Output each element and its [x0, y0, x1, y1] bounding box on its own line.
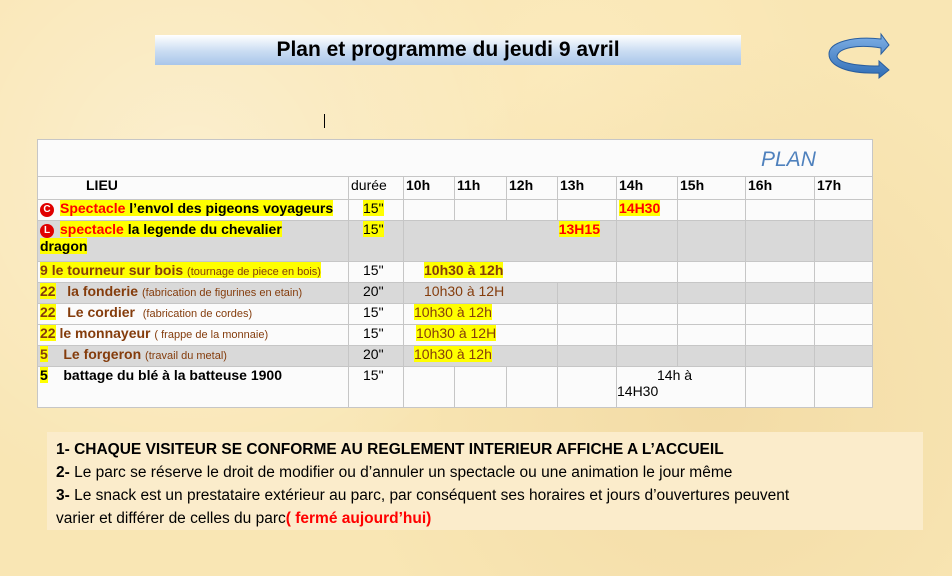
- col-11h: 11h: [455, 177, 507, 200]
- lieu-cell: 5 Le forgeron (travail du metal): [38, 346, 349, 367]
- table-row: [38, 304, 873, 325]
- table-row: [38, 325, 873, 346]
- duree-cell: 15": [349, 304, 404, 325]
- col-duree: durée: [349, 177, 404, 200]
- col-12h: 12h: [507, 177, 558, 200]
- duree-cell: 20": [349, 346, 404, 367]
- time-cell: 10h30 à 12H: [416, 325, 497, 341]
- duree-cell: 20": [349, 283, 404, 304]
- table-row: [38, 200, 873, 221]
- col-17h: 17h: [815, 177, 873, 200]
- table-row: [38, 221, 873, 262]
- note-2: 2- Le parc se réserve le droit de modifier ou d’annuler un spectacle ou une animation le jour même: [56, 464, 733, 481]
- lieu-cell: 22 Le cordier (fabrication de cordes): [38, 304, 349, 325]
- lieu-cell: C Spectacle l’envol des pigeons voyageurs: [38, 200, 349, 221]
- time-cell: 13H15: [558, 221, 600, 237]
- lieu-cell: 5 battage du blé à la batteuse 1900: [38, 367, 349, 408]
- badge-icon: L: [40, 224, 54, 238]
- col-14h: 14h: [617, 177, 678, 200]
- time-cell: 14h à: [657, 367, 693, 383]
- duree-cell: 15": [349, 262, 404, 283]
- page-title-text: Plan et programme du jeudi 9 avril: [276, 38, 620, 61]
- duree-cell: 15": [363, 221, 384, 237]
- schedule-table: [37, 139, 873, 408]
- duree-cell: 15": [363, 200, 384, 216]
- table-row: [38, 346, 873, 367]
- col-16h: 16h: [746, 177, 815, 200]
- note-1: 1- CHAQUE VISITEUR SE CONFORME AU REGLEMENT INTERIEUR AFFICHE A L’ACCUEIL: [56, 441, 724, 458]
- time-cell: 10h30 à 12h: [424, 262, 504, 278]
- table-row: [38, 283, 873, 304]
- duree-cell: 15": [349, 367, 404, 408]
- table-row: [38, 262, 873, 283]
- plan-label: PLAN: [761, 148, 816, 171]
- col-lieu: LIEU: [38, 177, 349, 200]
- lieu-cell: L spectacle la legende du chevalier dragon: [38, 221, 349, 262]
- time-cell: 10h30 à 12h: [414, 346, 492, 362]
- text-cursor: [324, 114, 325, 128]
- col-10h: 10h: [404, 177, 455, 200]
- badge-icon: C: [40, 203, 54, 217]
- time-cell-end: 14H30: [617, 383, 659, 399]
- lieu-cell: 9 le tourneur sur bois (tournage de piece en bois): [38, 262, 349, 283]
- duree-cell: 15": [349, 325, 404, 346]
- page-title: [155, 35, 741, 65]
- table-row: [38, 367, 873, 408]
- table-header-row: [38, 177, 873, 200]
- time-cell: 14H30: [619, 200, 661, 216]
- note-3-cont: varier et différer de celles du parc( fermé aujourd’hui): [56, 510, 432, 527]
- notes-box: [47, 432, 923, 530]
- time-cell: 10h30 à 12h: [414, 304, 492, 320]
- plan-header-cell: [38, 140, 873, 177]
- lieu-cell: 22 la fonderie (fabrication de figurines en etain): [38, 283, 349, 304]
- col-13h: 13h: [558, 177, 617, 200]
- time-cell: 10h30 à 12H: [424, 283, 505, 299]
- curved-arrow-icon[interactable]: [823, 32, 891, 80]
- lieu-cell: 22 le monnayeur ( frappe de la monnaie): [38, 325, 349, 346]
- note-3: 3- Le snack est un prestataire extérieur au parc, par conséquent ses horaires et jours d’ouvertures peuvent: [56, 487, 790, 504]
- col-15h: 15h: [678, 177, 746, 200]
